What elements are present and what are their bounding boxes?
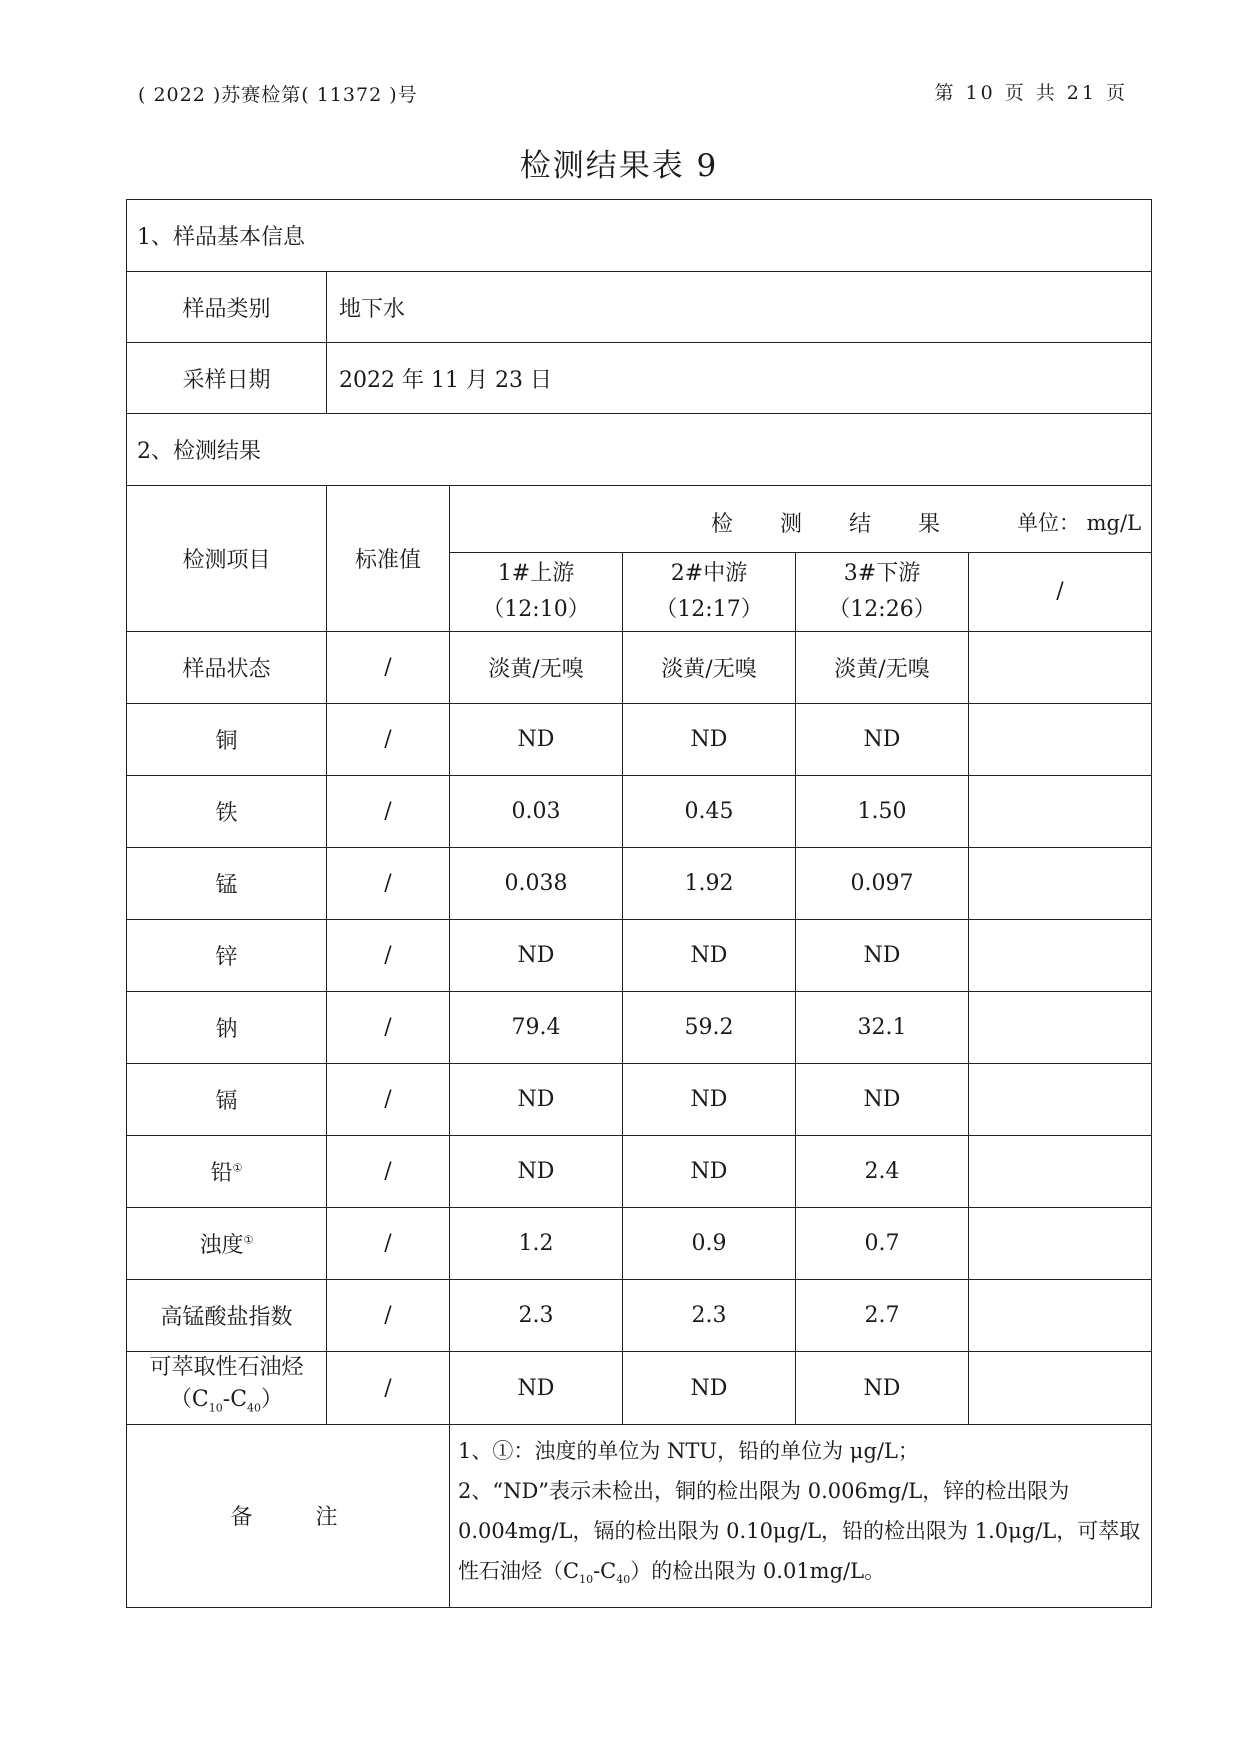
remarks-label: 备 注 (127, 1425, 450, 1607)
value-cell: 0.097 (796, 848, 969, 920)
value-cell (969, 1352, 1152, 1425)
site-name: / (1056, 579, 1064, 604)
item-name: 镉 (215, 1089, 238, 1114)
report-number: ( 2022 )苏赛检第( 11372 )号 (138, 84, 418, 106)
value-cell: 1.92 (623, 848, 796, 920)
remark-line-1: 1、①：浊度的单位为 NTU，铅的单位为 μg/L； (458, 1439, 919, 1464)
site-time: （12:10） (482, 597, 590, 622)
value-cell: ND (450, 704, 623, 776)
tph-row (127, 1352, 1152, 1425)
footnote-mark: ① (243, 1233, 254, 1247)
standard-cell: / (327, 704, 450, 776)
page-title: 检测结果表 9 (519, 148, 719, 184)
value-cell: 0.45 (623, 776, 796, 848)
value-cell: ND (796, 704, 969, 776)
sample-type-label: 样品类别 (127, 272, 327, 343)
site-header (623, 553, 796, 632)
tph-formula-close: ） (261, 1387, 284, 1412)
standard-cell: / (327, 776, 450, 848)
item-name: 铅 (210, 1161, 233, 1186)
item-name: 锰 (215, 873, 238, 898)
tph-formula (127, 1384, 326, 1424)
table-row (127, 1208, 1152, 1280)
remark-sub2: 40 (616, 1573, 631, 1587)
table-row (127, 632, 1152, 704)
item-cell (127, 1280, 327, 1352)
value-cell: 0.038 (450, 848, 623, 920)
remark-line-2-text: 2、“ND”表示未检出，铜的检出限为 0.006mg/L，锌的检出限为 0.004mg/L，镉的检出限为 0.10μg/L，铅的检出限为 1.0μg/L，可萃取性石油烃（C (458, 1479, 1141, 1584)
value-cell: 79.4 (450, 992, 623, 1064)
site-header (450, 553, 623, 632)
standard-cell: / (327, 920, 450, 992)
results-table (126, 199, 1152, 1608)
sampling-date-row (127, 343, 1152, 414)
tph-formula-open: （C (169, 1387, 209, 1412)
footnote-mark: ① (232, 1161, 243, 1175)
section2-heading: 2、检测结果 (127, 414, 1152, 486)
value-cell: ND (796, 1352, 969, 1425)
tph-sub1: 10 (208, 1401, 223, 1415)
table-row (127, 1136, 1152, 1208)
site-header (796, 553, 969, 632)
section1-heading-row (127, 200, 1152, 272)
item-name: 钠 (215, 1017, 238, 1042)
remarks-row (127, 1425, 1152, 1607)
unit-label: 单位： mg/L (1016, 511, 1142, 535)
item-cell (127, 704, 327, 776)
item-cell (127, 632, 327, 704)
section2-heading-row (127, 414, 1152, 486)
table-row (127, 776, 1152, 848)
item-name: 铁 (215, 801, 238, 826)
value-cell: 2.7 (796, 1280, 969, 1352)
value-cell: ND (623, 1064, 796, 1136)
remark-line-2 (458, 1471, 1143, 1600)
value-cell: 淡黄/无嗅 (796, 632, 969, 704)
value-cell: 2.3 (450, 1280, 623, 1352)
value-cell: 32.1 (796, 992, 969, 1064)
table-row (127, 848, 1152, 920)
table-row (127, 920, 1152, 992)
item-cell (127, 776, 327, 848)
sample-type-value: 地下水 (327, 272, 1152, 343)
value-cell (969, 704, 1152, 776)
standard-cell: / (327, 1064, 450, 1136)
item-name: 锌 (215, 945, 238, 970)
item-name: 浊度 (199, 1233, 244, 1258)
sampling-date-label: 采样日期 (127, 343, 327, 414)
value-cell: 2.3 (623, 1280, 796, 1352)
value-cell: 2.4 (796, 1136, 969, 1208)
value-cell: ND (450, 1136, 623, 1208)
item-cell (127, 1208, 327, 1280)
value-cell: ND (450, 1352, 623, 1425)
standard-cell: / (327, 1136, 450, 1208)
page-info: 第 10 页 共 21 页 (934, 82, 1128, 104)
item-name: 样品状态 (182, 657, 271, 682)
remarks-text (450, 1425, 1152, 1607)
table-row (127, 1064, 1152, 1136)
table-row (127, 1280, 1152, 1352)
item-cell (127, 848, 327, 920)
value-cell: 1.50 (796, 776, 969, 848)
value-cell: 淡黄/无嗅 (623, 632, 796, 704)
value-cell: ND (623, 920, 796, 992)
remark-mid: -C (593, 1559, 617, 1584)
value-cell: ND (796, 920, 969, 992)
tph-item-cell (127, 1352, 327, 1425)
value-cell (969, 1208, 1152, 1280)
results-title: 检 测 结 果 (711, 512, 960, 537)
value-cell: ND (796, 1064, 969, 1136)
site-time: （12:26） (828, 597, 936, 622)
value-cell (969, 632, 1152, 704)
standard-cell: / (327, 1352, 450, 1425)
remark-sub1: 10 (579, 1573, 594, 1587)
item-cell (127, 1064, 327, 1136)
item-cell (127, 920, 327, 992)
remark-end: ）的检出限为 0.01mg/L。 (630, 1559, 886, 1584)
value-cell (969, 992, 1152, 1064)
value-cell (969, 776, 1152, 848)
value-cell (969, 848, 1152, 920)
standard-cell: / (327, 992, 450, 1064)
value-cell (969, 1136, 1152, 1208)
site-header (969, 553, 1152, 632)
site-name: 1#上游 (497, 561, 575, 586)
tph-dash: -C (222, 1387, 248, 1412)
standard-cell: / (327, 632, 450, 704)
item-cell (127, 992, 327, 1064)
col-item-header: 检测项目 (127, 486, 327, 632)
value-cell: 0.7 (796, 1208, 969, 1280)
table-row (127, 992, 1152, 1064)
value-cell: 0.03 (450, 776, 623, 848)
table-row (127, 704, 1152, 776)
standard-cell: / (327, 1208, 450, 1280)
item-name: 高锰酸盐指数 (160, 1305, 293, 1330)
results-header-row (127, 486, 1152, 553)
value-cell: 1.2 (450, 1208, 623, 1280)
value-cell: 59.2 (623, 992, 796, 1064)
value-cell: 0.9 (623, 1208, 796, 1280)
value-cell: 淡黄/无嗅 (450, 632, 623, 704)
site-name: 3#下游 (843, 561, 921, 586)
value-cell: ND (450, 1064, 623, 1136)
standard-cell: / (327, 1280, 450, 1352)
value-cell: ND (450, 920, 623, 992)
site-name: 2#中游 (670, 561, 748, 586)
sampling-date-value: 2022 年 11 月 23 日 (327, 343, 1152, 414)
value-cell: ND (623, 1136, 796, 1208)
section1-heading: 1、样品基本信息 (127, 200, 1152, 272)
col-standard-header: 标准值 (327, 486, 450, 632)
value-cell: ND (623, 704, 796, 776)
sample-type-row (127, 272, 1152, 343)
item-cell (127, 1136, 327, 1208)
standard-cell: / (327, 848, 450, 920)
value-cell: ND (623, 1352, 796, 1425)
value-cell (969, 1280, 1152, 1352)
site-time: （12:17） (655, 597, 763, 622)
tph-sub2: 40 (247, 1401, 262, 1415)
item-name: 铜 (215, 729, 238, 754)
results-title-cell (450, 486, 1152, 553)
value-cell (969, 920, 1152, 992)
value-cell (969, 1064, 1152, 1136)
tph-item-name: 可萃取性石油烃 (149, 1355, 304, 1380)
